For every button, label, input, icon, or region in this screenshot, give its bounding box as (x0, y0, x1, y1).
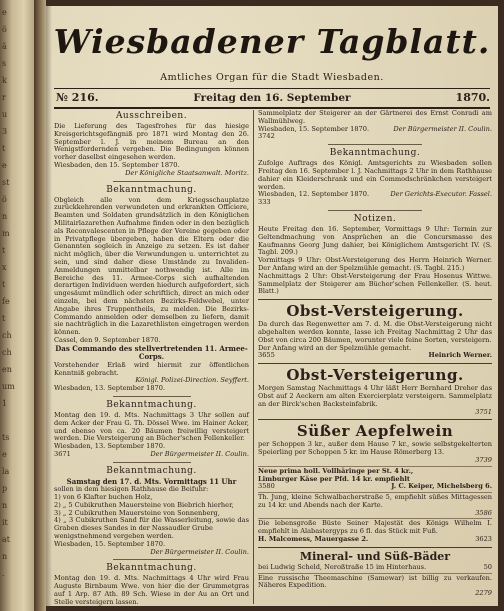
adjacent-page-fragment: um (2, 382, 15, 391)
notice-place-date: Wiesbaden, 12. September 1870. (258, 190, 370, 199)
ad-haeringe: Neue prima holl. Vollhäringe per St. 4 kr., (258, 466, 414, 475)
adjacent-page-fragment: at (2, 535, 10, 544)
masthead-rule-top (54, 88, 490, 89)
issue-year: 1870. (455, 91, 490, 104)
notice-body: Sammelplatz der Steigerer an der Gärtnerei des Ernst Conradi am Wallmühlweg. (258, 109, 492, 125)
adjacent-page-fragment: st (2, 178, 10, 187)
notice-signature: Der Bürgermeister II. Coulin. (393, 124, 492, 133)
ad-obst-werner (258, 302, 492, 360)
adjacent-page-fragment: u (2, 110, 8, 119)
adjacent-page-fragment: r (2, 93, 6, 102)
ad-number: 3739 (475, 455, 492, 464)
adjacent-page-fragment: s (2, 59, 7, 68)
adjacent-page-fragment: fe (2, 297, 10, 306)
notice-body: Montag den 19. d. Mts. Nachmittags 3 Uhr sollen auf dem Acker der Frau G. Th. Dössel Wwe. im Hainer Acker, und ebenso von ca. 20 Bäumen freiwillig versteigert werden. Die Versteigerung an Bücher'schen Fellenkeller. (54, 410, 249, 443)
notice-heading: Bekanntmachung. (106, 465, 197, 476)
adjacent-page-fragment: p (2, 484, 8, 493)
page-gutter-shadow (46, 6, 52, 606)
notice-armee-corps (54, 185, 249, 393)
ad-heading: Mineral- und Süß-Bäder (299, 549, 451, 563)
adjacent-page-fragment: e (2, 161, 7, 170)
separator (113, 396, 191, 397)
notice-grummetgras (54, 563, 249, 606)
ad-number: 50 (483, 562, 492, 571)
adjacent-page-fragment: n (2, 501, 8, 510)
notice-subheading: Samstag den 17. d. Mts. Vormittags 11 Uhr (66, 476, 237, 486)
issue-date: Freitag den 16. September (193, 92, 351, 104)
adjacent-page-fragment: n (2, 552, 8, 561)
notice-signature: Der Bürgermeister II. Coulin. (150, 547, 249, 556)
adjacent-page-fragment: la (2, 467, 10, 476)
notice-place-date: Wiesbaden, 15. September 1870. (258, 124, 370, 133)
notice-place-date-2: Wiesbaden, 13. September 1870. (54, 384, 166, 393)
ad-body: bei Ludwig Scheld, Neroßtraße 15 im Hinterhaus. (258, 562, 427, 571)
notice-body-2: Vorstehender Erlaß wird hiermit zur öffentlichen Kenntniß gebracht. (54, 360, 249, 377)
separator (258, 299, 492, 300)
notice-body: Die Lieferung des Tagesfrohes für das hiesige Kreisgerichtsgefängniß pro 1871 wird Montag den 26. September l. J. in meinem Bureau an den Wenigstfordernden vergeben. Die Bedingungen können vorher daselbst eingesehen werden. (54, 122, 249, 162)
notice-footer (258, 126, 492, 134)
ad-signature: H. Malcomess, Mauergasse 2. (258, 535, 369, 544)
notice-body: Obgleich alle von dem Kriegsschauplatze zurückkehrenden verwundeten und erkrankten Officiere, Beamten und Soldaten grundsätzlich in den Königlichen Militairlazarethen Aufnahme finden oder in den bezüglich als Reconvalescenten in Pflege der Vereine gegeben oder in Privatpflege übergeben, haben die Eltern oder die Genannten sogleich in Anzeige zu setzen. Es ist daher nicht möglich, über die Verwundungen u. unterrichtet zu sein, und sind daher diese Umstände zu Invaliden-Anmeldungen unmittelbar nothwendig ist. Alle im Bereiche des 11. Armee-Corps sich aufhaltenden derartigen Individuen werden hiedurch aufgefordert, sich ungesäumt mündlich oder schriftlich, direct an mich oder einzeln, bei dem nächsten Bezirks-Feldwebel, unter Angabe ihres Truppentheils, zu melden. Die Bezirks-Commando anmelden oder demselben zu liefern, damit sie nachträglich in die Lazarethlisten eingetragen werden können. (54, 195, 249, 337)
ad-footer (258, 536, 492, 544)
adjacent-page-fragment: e (2, 450, 7, 459)
separator (258, 547, 492, 548)
separator (113, 462, 191, 463)
separator (328, 144, 422, 145)
notice-number: 3742 (258, 132, 275, 141)
separator (113, 181, 191, 182)
notice-place-date: Wiesbaden, 15. September 1870. (54, 539, 166, 548)
notice-body: Zufolge Auftrags des Königl. Amtsgerichts zu Wiesbaden sollen Freitag den 16. September l. J. Nachmittags 2 Uhr in dem Rathhause dahier ein Kleiderschrank und ein Commodschränkchen versteigert werden. (258, 159, 492, 191)
notizen (258, 214, 492, 296)
notice-footer (54, 451, 249, 459)
notice-signature: Der Bürgermeister II. Coulin. (150, 449, 249, 458)
issue-number: № 216. (56, 91, 99, 104)
ad-number: 2279 (475, 589, 492, 598)
ad-aepfelwein (258, 422, 492, 544)
adjacent-page-fragment: ö (2, 195, 7, 204)
adjacent-page-fragment: ch (2, 348, 12, 357)
separator (258, 363, 492, 364)
notice-item: 2) „ 5 Cubikruthen Mauersteine von Biebrich hierher, (54, 500, 234, 509)
right-column (258, 110, 492, 601)
notice-place-date: Wiesbaden, 13. September 1870. (54, 442, 166, 451)
adjacent-page-fragment: x (2, 263, 7, 272)
ad-kaese: Limburger Käse per Pfd. 14 kr. empfiehlt (258, 474, 410, 483)
ad-body-2: Der Anfang wird an der Spelzmühle gemacht. (258, 343, 412, 352)
ad-heading: Süßer Aepfelwein (296, 422, 454, 441)
adjacent-page-fragment: ts (2, 433, 10, 442)
adjacent-page-fragment: t (2, 280, 6, 289)
adjacent-page-strip (0, 0, 34, 611)
notice-heading: Bekanntmachung. (106, 399, 197, 410)
separator (328, 210, 422, 211)
adjacent-page-fragment: 1 (2, 399, 8, 408)
notice-place-date: Cassel, den 9. September 1870. (54, 335, 161, 344)
notizen-heading: Notizen. (353, 213, 397, 224)
notice-heading: Bekanntmachung. (106, 563, 197, 574)
adjacent-page-fragment: . (2, 569, 5, 578)
notice-item: 4) „ 3 Cubikruthen Sand für die Wasserleitung, sowie das Graben dieses Sandes in der Nassaudler Grube (54, 516, 249, 533)
ad-body: Morgen Samstag Nachmittags 4 Uhr läßt Herr Bernhard Dreher das Obst auf 2 Aeckern am alten Exercierplatz versteigern. Sammelplatz an der Birck'schen Backsteinfabrik. (258, 384, 492, 408)
adjacent-page-fragment: en (2, 365, 12, 374)
notice-place-date: Wiesbaden, den 15. September 1870. (54, 160, 180, 169)
notice-gaertnerei (258, 110, 492, 141)
ad-heading: Obst-Versteigerung. (286, 366, 464, 385)
notice-subheading: Das Commando des stellvertretenden 11. Armee-Corps. (55, 343, 248, 362)
adjacent-page-fragment: 3 (2, 127, 8, 136)
notice-item: 1) von 6 Klafter buchen Holz, (54, 492, 153, 501)
notice-item: 3) „ 2 Cubikruthen Mauersteine von Sonnenberg, (54, 508, 220, 517)
ad-body: Da durch das Regenwetter am 7. d. M. die Obst-Versteigerung nicht abgehalten werden konnte, lasse ich Freitag Nachmittag 2 Uhr das Obst von circa 200 Bäumen, worunter viele feine Sorten, versteigern. (258, 320, 492, 344)
ad-number: 3655 (258, 351, 275, 360)
separator (258, 419, 492, 420)
ad-samowar: Eine russische Theemaschine (Samowar) ist billig zu verkaufen. Näheres Expedition. (258, 573, 492, 590)
adjacent-page-fragment: it (2, 518, 8, 527)
notice-heading: Bekanntmachung. (106, 184, 197, 195)
notice-signature: Der Königliche Staatsanwalt. Moritz. (125, 168, 249, 177)
newspaper-page (46, 6, 498, 606)
notice-number: 333 (258, 198, 271, 207)
ad-mittagessen: Th. Jung, kleine Schwalbacherstraße 5, empfiehlt süßes Mittagessen zu 14 kr. und Abends nach der Karte. (258, 493, 492, 509)
notice-footer (258, 191, 492, 199)
masthead-subtitle: Amtliches Organ für die Stadt Wiesbaden. (160, 72, 384, 83)
adjacent-page-fragment: n (2, 212, 8, 221)
ad-heading: Obst-Versteigerung. (286, 302, 464, 321)
adjacent-page-fragment: m (2, 229, 10, 238)
ad-line (258, 564, 492, 572)
notice-body: Montag den 19. d. Mts. Nachmittags 4 Uhr wird Frau Auguste Birnbaum Wwe. von hier die der Grummetgras auf 1 Arp. 87 Ath. 89 Sch. Wiese in der Au an Ort und Stelle versteigern lassen. (54, 574, 249, 606)
notice-versteigerung-1 (54, 400, 249, 459)
notice-heading: Bekanntmachung. (329, 148, 421, 159)
adjacent-page-fragment: t (2, 246, 6, 255)
notizen-entry: Heute Freitag den 16. September, Vormittags 9 Uhr: Termin zur Geltendmachung von Ansprüchen an die Concursmasse des Kaufmanns Georg Jung dahier, bei Königlichem Amtsgericht IV. (S. Tagbl. 209.) (258, 224, 492, 257)
notizen-entry: Nachmittags 2 Uhr: Obst-Versteigerung der Frau Hosenus Wittwe. Sammelplatz der Steigerer am Bücher'schen Fellenkeller. (S. heut. Blatt.) (258, 271, 492, 296)
notice-signature-2: Königl. Polizei-Direction. Seyffert. (135, 376, 249, 385)
ad-body: per Schoppen 3 kr., außer dem Hause 7 kr., sowie selbstgekelterten Speierling per Schoppen 5 kr. im Hause Römerberg 13. (258, 440, 492, 457)
adjacent-page-fragment: ã (2, 42, 7, 51)
adjacent-page-fragment: e (2, 8, 7, 17)
ad-number: 3751 (475, 407, 492, 416)
notizen-entry: Vormittags 9 Uhr: Obst-Versteigerung des Herrn Heinrich Werner. Der Anfang wird an der Spelzmühle gemacht. (S. Tagbl. 215.) (258, 256, 492, 272)
ad-footer (258, 483, 492, 491)
book-binding (34, 0, 46, 611)
ad-number: 3580 (258, 482, 275, 491)
left-column (54, 110, 249, 606)
ad-number: 3623 (475, 535, 492, 544)
notice-kleiderschrank (258, 148, 492, 207)
notice-beifuhr (54, 466, 249, 557)
adjacent-page-fragment: t (2, 314, 6, 323)
ad-baeder (258, 550, 492, 598)
notice-signature: Der Gerichts-Executor. Fassel. (390, 190, 492, 199)
ad-footer (258, 352, 492, 360)
ad-bueste: Die lebensgroße Büste Seiner Majestät des Königs Wilhelm I. empfiehlt in Alabastergyps zu 6 fl. das Stück mit Fuß. (258, 519, 492, 536)
adjacent-page-fragment: ö (2, 25, 7, 34)
separator (113, 559, 191, 560)
column-divider (253, 110, 254, 604)
dateline (54, 91, 490, 105)
ad-signature: Heinrich Werner. (428, 351, 492, 360)
notice-body-2: wenigstnehmend vergeben werden. (54, 531, 174, 540)
masthead-title: Wiesbadener Tagblatt. (53, 22, 491, 61)
ad-obst-dreher (258, 366, 492, 416)
notice-heading: Ausschreiben. (115, 111, 188, 121)
adjacent-page-fragment: t (2, 144, 6, 153)
ad-number: 3586 (475, 508, 492, 517)
notice-ausschreiben (54, 111, 249, 178)
notice-number: 3671 (54, 449, 71, 458)
adjacent-page-fragment: ch (2, 331, 12, 340)
notice-body: sollen in dem hiesigen Rathhause die Beifuhr: (54, 485, 209, 494)
adjacent-page-fragment: k (2, 76, 7, 85)
ad-signature: J. C. Keiper, Michelsberg 6. (391, 482, 492, 491)
